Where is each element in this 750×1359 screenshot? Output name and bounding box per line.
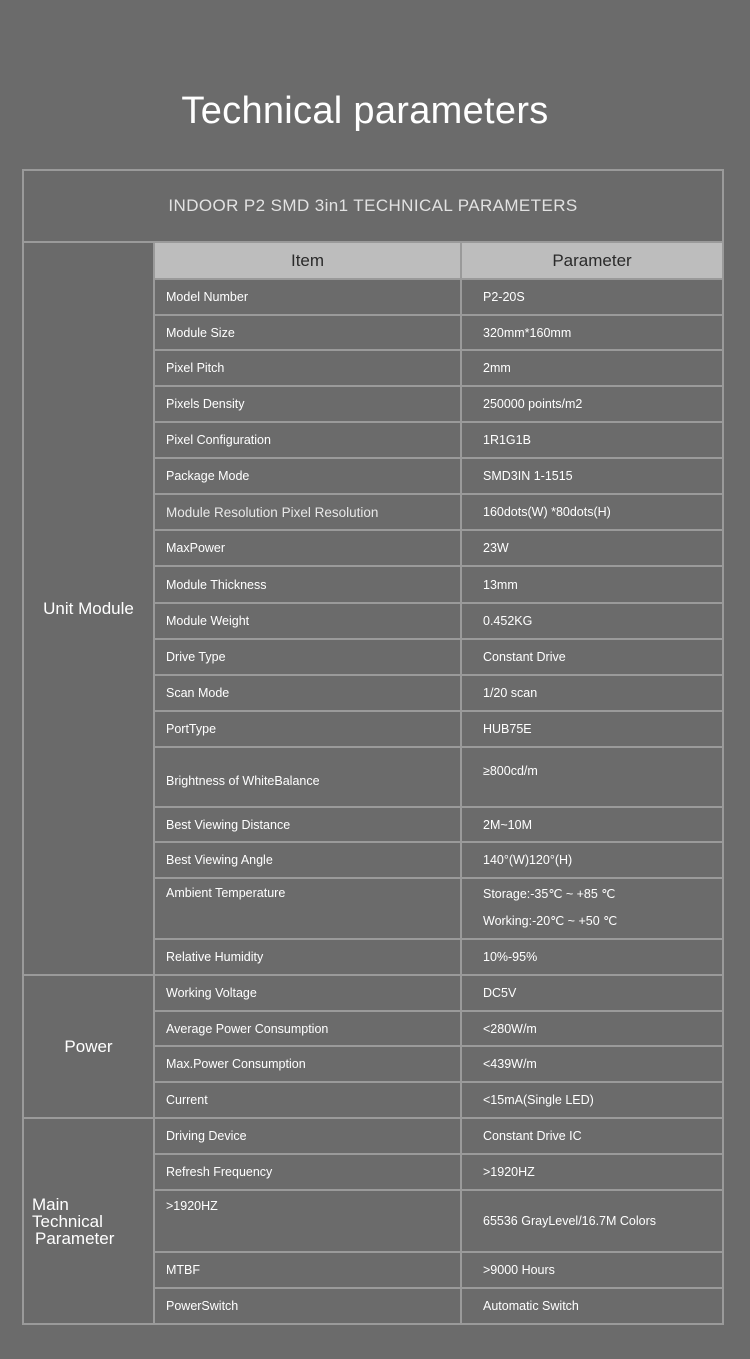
group-label-line: Technical bbox=[32, 1211, 103, 1231]
row-param-value: 1/20 scan bbox=[461, 675, 723, 711]
group-label-power: Power bbox=[23, 975, 154, 1118]
row-item-label: >1920HZ bbox=[154, 1190, 461, 1252]
row-item-label: Model Number bbox=[154, 279, 461, 315]
page-title: Technical parameters bbox=[181, 90, 549, 132]
row-item-label: Brightness of WhiteBalance bbox=[154, 747, 461, 807]
row-item-label: Relative Humidity bbox=[154, 939, 461, 975]
table-banner: INDOOR P2 SMD 3in1 TECHNICAL PARAMETERS bbox=[23, 170, 723, 242]
row-param-value: 140°(W)120°(H) bbox=[461, 842, 723, 878]
row-item-label: MaxPower bbox=[154, 530, 461, 566]
row-param-value bbox=[461, 878, 723, 939]
row-param-value: 2M~10M bbox=[461, 807, 723, 842]
table-row bbox=[23, 1118, 723, 1154]
row-item-label: Package Mode bbox=[154, 458, 461, 494]
row-param-value: 320mm*160mm bbox=[461, 315, 723, 350]
row-param-value: ≥800cd/m bbox=[461, 747, 723, 807]
group-label-unit-module: Unit Module bbox=[23, 242, 154, 975]
row-param-value: >1920HZ bbox=[461, 1154, 723, 1190]
row-item-label: Pixels Density bbox=[154, 386, 461, 422]
group-label-line: Main bbox=[32, 1194, 69, 1214]
row-item-label: Module Weight bbox=[154, 603, 461, 639]
row-param-value: 250000 points/m2 bbox=[461, 386, 723, 422]
row-item-label: Pixel Pitch bbox=[154, 350, 461, 386]
row-param-value: 1R1G1B bbox=[461, 422, 723, 458]
row-item-label: Working Voltage bbox=[154, 975, 461, 1011]
row-param-value: 65536 GrayLevel/16.7M Colors bbox=[461, 1190, 723, 1252]
row-param-value: SMD3IN 1-1515 bbox=[461, 458, 723, 494]
row-item-label: Ambient Temperature bbox=[154, 878, 461, 939]
row-param-value: <439W/m bbox=[461, 1046, 723, 1082]
row-param-value: 2mm bbox=[461, 350, 723, 386]
row-param-value: 23W bbox=[461, 530, 723, 566]
row-item-label: Module Size bbox=[154, 315, 461, 350]
row-item-label: Scan Mode bbox=[154, 675, 461, 711]
group-label-main-technical-parameter bbox=[23, 1118, 154, 1324]
row-item-label: MTBF bbox=[154, 1252, 461, 1288]
row-param-value: 10%-95% bbox=[461, 939, 723, 975]
row-item-label: Current bbox=[154, 1082, 461, 1118]
row-param-value: Automatic Switch bbox=[461, 1288, 723, 1324]
row-param-value: HUB75E bbox=[461, 711, 723, 747]
technical-parameters-table bbox=[22, 169, 724, 1325]
row-item-label: PowerSwitch bbox=[154, 1288, 461, 1324]
row-param-value: Constant Drive IC bbox=[461, 1118, 723, 1154]
column-header-parameter: Parameter bbox=[461, 242, 723, 279]
row-item-label: Module Thickness bbox=[154, 566, 461, 603]
row-item-label: Best Viewing Distance bbox=[154, 807, 461, 842]
row-param-value: 13mm bbox=[461, 566, 723, 603]
row-item-label: Drive Type bbox=[154, 639, 461, 675]
row-param-value: <280W/m bbox=[461, 1011, 723, 1046]
row-param-value: <15mA(Single LED) bbox=[461, 1082, 723, 1118]
row-item-label: Pixel Configuration bbox=[154, 422, 461, 458]
row-param-value: 0.452KG bbox=[461, 603, 723, 639]
column-header-item: Item bbox=[154, 242, 461, 279]
row-param-value: 160dots(W) *80dots(H) bbox=[461, 494, 723, 530]
row-item-label: Refresh Frequency bbox=[154, 1154, 461, 1190]
row-param-line: Storage:-35℃ ~ +85 ℃ bbox=[483, 887, 616, 901]
row-item-label: Best Viewing Angle bbox=[154, 842, 461, 878]
row-param-value: DC5V bbox=[461, 975, 723, 1011]
row-item-label: PortType bbox=[154, 711, 461, 747]
table-row bbox=[23, 975, 723, 1011]
row-item-label: Module Resolution Pixel Resolution bbox=[154, 494, 461, 530]
row-item-label: Average Power Consumption bbox=[154, 1011, 461, 1046]
row-param-value: P2-20S bbox=[461, 279, 723, 315]
row-param-value: >9000 Hours bbox=[461, 1252, 723, 1288]
row-item-label: Max.Power Consumption bbox=[154, 1046, 461, 1082]
row-param-value: Constant Drive bbox=[461, 639, 723, 675]
row-item-label: Driving Device bbox=[154, 1118, 461, 1154]
row-param-line: Working:-20℃ ~ +50 ℃ bbox=[483, 914, 618, 928]
group-label-line: Parameter bbox=[35, 1228, 115, 1248]
